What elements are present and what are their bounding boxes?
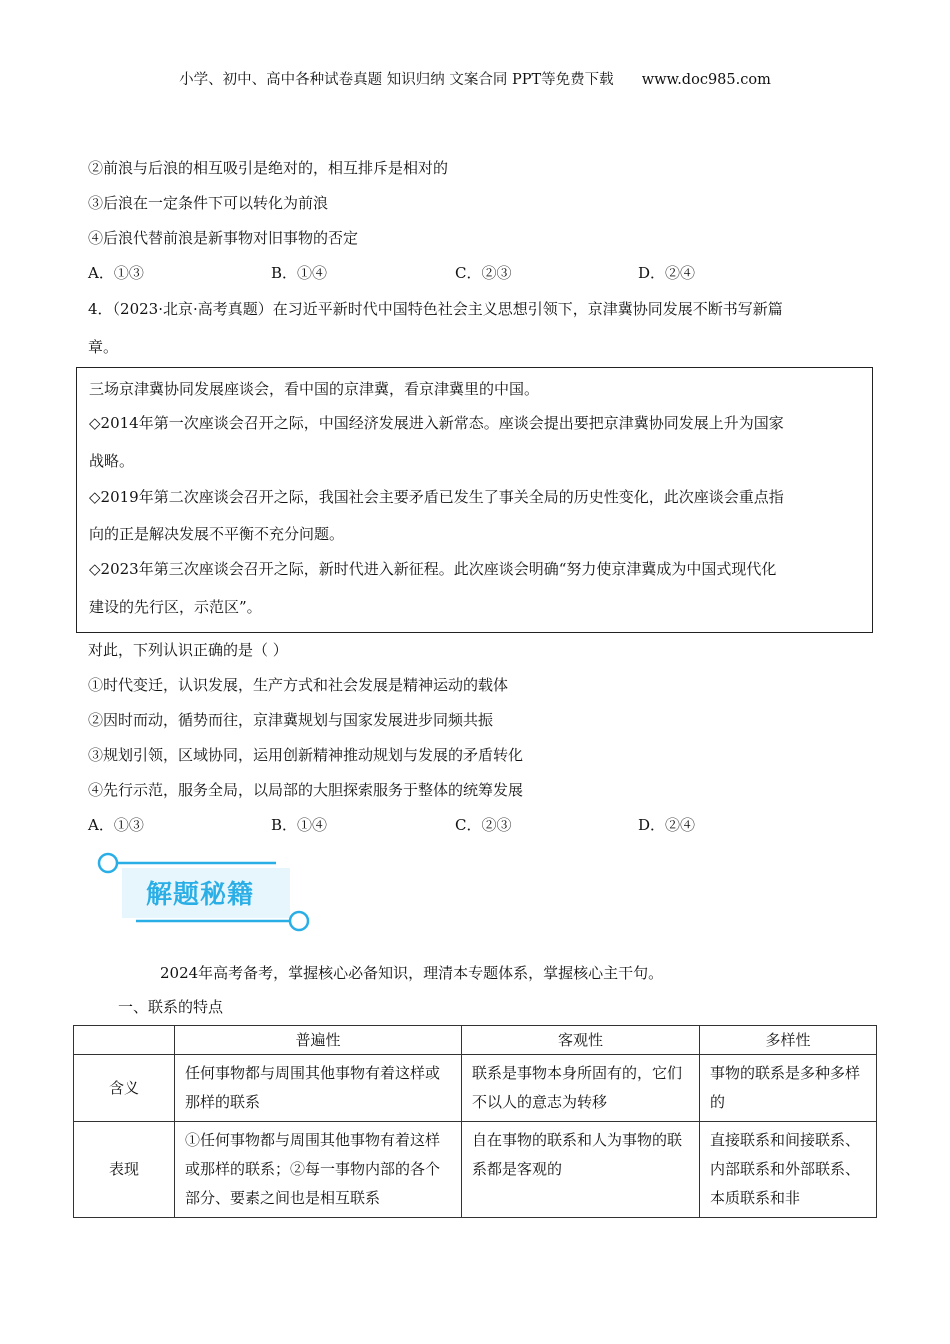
material-line: 向的正是解决发展不平衡不充分问题。: [89, 525, 345, 543]
table-cell: 事物的联系是多种多样的: [700, 1055, 877, 1122]
q4-option-d: D．②④: [638, 816, 696, 834]
q4-statement-3: ③规划引领，区域协同，运用创新精神推动规划与发展的矛盾转化: [88, 746, 524, 764]
header-url[interactable]: www.doc985.com: [641, 72, 771, 88]
table-cell: 任何事物都与周围其他事物有着这样或那样的联系: [175, 1055, 462, 1122]
q4-option-c: C．②③: [455, 816, 512, 834]
section-title: 一、联系的特点: [118, 998, 224, 1016]
q4-statement-4: ④先行示范，服务全局，以局部的大胆探索服务于整体的统筹发展: [88, 781, 524, 799]
material-line: ◇2023年第三次座谈会召开之际，新时代进入新征程。此次座谈会明确“努力使京津冀成为中国式现代化: [89, 560, 777, 578]
table-header-row: [74, 1026, 877, 1055]
material-line: 战略。: [89, 452, 135, 470]
section-badge: [94, 848, 316, 940]
table-header-cell: [74, 1026, 175, 1055]
connection-features-table: [73, 1025, 877, 1218]
q4-stem-line-2: 章。: [88, 338, 119, 356]
row-label-manifestation: 表现: [74, 1122, 175, 1218]
table-header-cell: 客观性: [462, 1026, 700, 1055]
q3-option-a: A．①③: [88, 264, 144, 282]
q4-prompt: 对此，下列认识正确的是（ ）: [88, 641, 288, 659]
q3-option-d: D．②④: [638, 264, 696, 282]
q4-statement-2: ②因时而动，循势而往，京津冀规划与国家发展进步同频共振: [88, 711, 494, 729]
q4-option-b: B．①④: [271, 816, 328, 834]
row-label-meaning: 含义: [74, 1055, 175, 1122]
table-row: [74, 1122, 877, 1218]
table-row: [74, 1055, 877, 1122]
q4-stem-line-1: 4．（2023·北京·高考真题）在习近平新时代中国特色社会主义思想引领下，京津冀协同发展不断书写新篇: [88, 300, 783, 318]
q3-statement-3: ③后浪在一定条件下可以转化为前浪: [88, 194, 329, 212]
q4-material-box: [76, 367, 873, 633]
intro-text: 2024年高考备考，掌握核心必备知识，理清本专题体系，掌握核心主干句。: [160, 964, 664, 982]
table-cell: 自在事物的联系和人为事物的联系都是客观的: [462, 1122, 700, 1218]
material-line: ◇2019年第二次座谈会召开之际，我国社会主要矛盾已发生了事关全局的历史性变化，此次座谈会重点指: [89, 488, 784, 506]
q4-statement-1: ①时代变迁，认识发展，生产方式和社会发展是精神运动的载体: [88, 676, 509, 694]
table-header-cell: 多样性: [700, 1026, 877, 1055]
table-cell: 联系是事物本身所固有的，它们不以人的意志为转移: [462, 1055, 700, 1122]
header-text: 小学、初中、高中各种试卷真题 知识归纳 文案合同 PPT等免费下载: [179, 72, 614, 88]
table-cell: ①任何事物都与周围其他事物有着这样或那样的联系；②每一事物内部的各个部分、要素之间也是相互联系: [175, 1122, 462, 1218]
page-header: [0, 68, 950, 89]
q3-option-c: C．②③: [455, 264, 512, 282]
q3-statement-4: ④后浪代替前浪是新事物对旧事物的否定: [88, 229, 359, 247]
q3-option-b: B．①④: [271, 264, 328, 282]
q4-option-a: A．①③: [88, 816, 144, 834]
material-line: 建设的先行区，示范区”。: [89, 598, 262, 616]
material-line: ◇2014年第一次座谈会召开之际，中国经济发展进入新常态。座谈会提出要把京津冀协同发展上升为国家: [89, 414, 784, 432]
badge-label: 解题秘籍: [146, 880, 255, 910]
material-line: 三场京津冀协同发展座谈会，看中国的京津冀，看京津冀里的中国。: [89, 380, 540, 398]
table-cell: 直接联系和间接联系、内部联系和外部联系、本质联系和非: [700, 1122, 877, 1218]
table-header-cell: 普遍性: [175, 1026, 462, 1055]
q3-statement-2: ②前浪与后浪的相互吸引是绝对的，相互排斥是相对的: [88, 159, 449, 177]
